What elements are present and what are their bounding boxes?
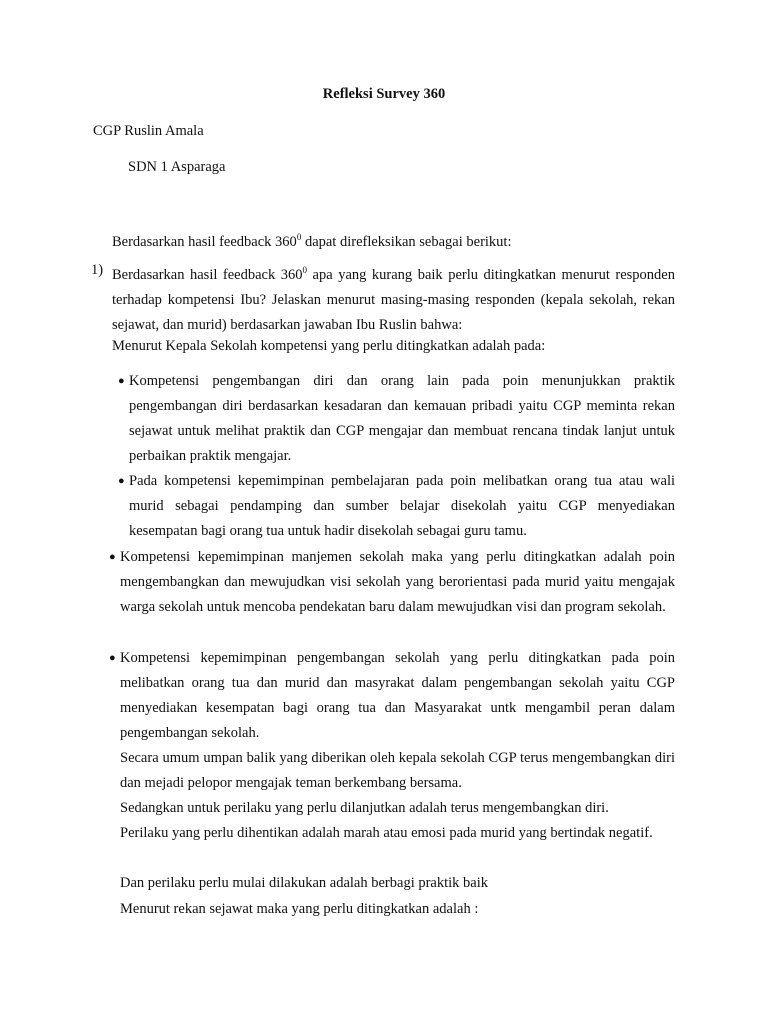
stop-paragraph: Perilaku yang perlu dihentikan adalah marah atau emosi pada murid yang bertindak negatif. [120,825,653,841]
intro-superscript: 0 [296,232,302,242]
question-number: 1) [91,262,104,278]
continue-paragraph: Sedangkan untuk perilaku yang perlu dilanjutkan adalah terus mengembangkan diri. [120,800,609,816]
author-name: CGP Ruslin Amala [93,123,204,139]
q1-text-before: Berdasarkan hasil feedback 360 [112,267,303,283]
intro-text-before: Berdasarkan hasil feedback 360 [112,234,297,250]
bullet-icon: ● [118,475,125,487]
start-paragraph: Dan perilaku perlu mulai dilakukan adalah berbagi praktik baik [120,875,489,891]
school-name: SDN 1 Asparaga [128,159,226,175]
summary-paragraph: Secara umum umpan balik yang diberikan oleh kepala sekolah CGP terus mengembangkan diri dan mejadi pelopor mengajak teman berkembang bersama. [120,750,675,791]
bullet-item-1: Kompetensi pengembangan diri dan orang lain pada poin menunjukkan praktik pengembangan diri berdasarkan kesadaran dan kemauan pribadi yaitu CGP meminta rekan sejawat untuk melihat praktik dan CGP mengajar dan membuat rencana tindak lanjut untuk perbaikan praktik mengajar. [129,373,675,464]
q1-text-after: apa yang kurang baik perlu ditingkatkan menurut responden terhadap kompetensi Ibu? Jelaskan menurut masing-masing responden (kepala sekolah, rekan sejawat, dan murid) berdasarkan jawaban Ibu Ruslin bahwa: [112,267,675,333]
bullet-icon: ● [118,375,125,387]
bullet-item-3: Kompetensi kepemimpinan manjemen sekolah maka yang perlu ditingkatkan adalah poin mengembangkan dan mewujudkan visi sekolah yang berorientasi pada murid yaitu mengajak warga sekolah untuk mencoba pendekatan baru dalam mewujudkan visi dan program sekolah. [120,549,675,615]
document-title: Refleksi Survey 360 [322,86,446,102]
question-1-paragraph [112,258,675,338]
bullet-item-4: Kompetensi kepemimpinan pengembangan sekolah yang perlu ditingkatkan pada poin melibatkan orang tua dan murid dan masyrakat dalam pengembangan sekolah yaitu CGP menyediakan kesempatan bagi orang tua dan Masyarakat untk mengambil peran dalam pengembangan sekolah. [120,650,675,741]
kepsek-heading: Menurut Kepala Sekolah kompetensi yang perlu ditingkatkan adalah pada: [112,338,546,354]
rekan-heading: Menurut rekan sejawat maka yang perlu ditingkatkan adalah : [120,901,479,917]
q1-superscript: 0 [302,265,308,275]
intro-text-after: dapat direfleksikan sebagai berikut: [301,234,512,250]
bullet-item-2: Pada kompetensi kepemimpinan pembelajaran pada poin melibatkan orang tua atau wali murid sebagai pendamping dan sumber belajar disekolah yaitu CGP menyediakan kesempatan bagi orang tua untuk hadir disekolah sebagai guru tamu. [129,473,675,539]
bullet-icon: ● [109,652,116,664]
bullet-icon: ● [109,551,116,563]
intro-paragraph [112,227,512,252]
